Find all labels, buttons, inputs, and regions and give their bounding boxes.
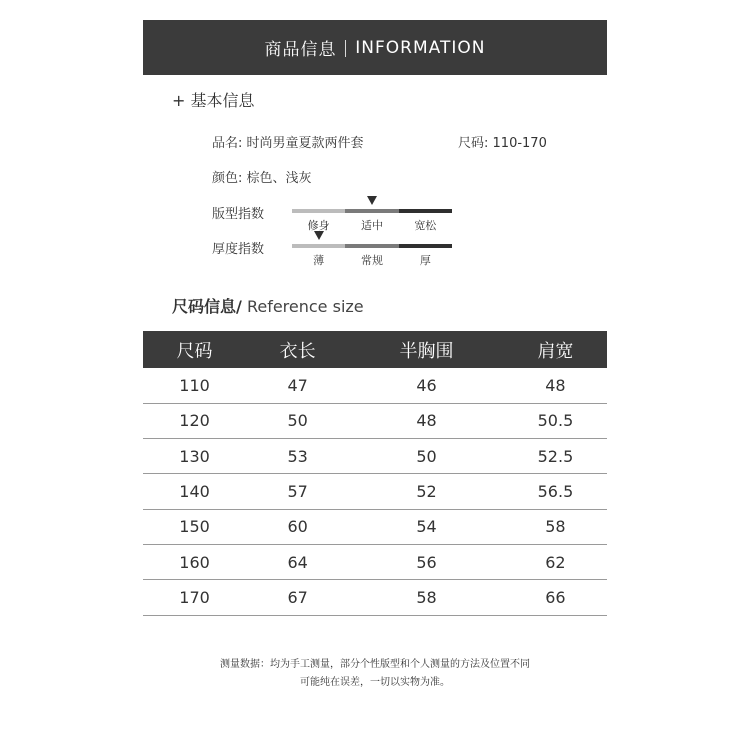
thickness-segment-3 xyxy=(399,244,452,248)
product-name-label: 品名: xyxy=(212,136,243,151)
thickness-index-label: 厚度指数 xyxy=(212,242,265,257)
table-cell: 140 xyxy=(143,474,246,509)
column-header: 肩宽 xyxy=(504,331,607,368)
table-cell: 58 xyxy=(349,580,504,615)
size-range-value: 110-170 xyxy=(492,136,547,151)
table-cell: 58 xyxy=(504,509,607,544)
basic-info-heading: + 基本信息 xyxy=(172,91,255,110)
table-cell: 50.5 xyxy=(504,403,607,438)
fit-segment-3 xyxy=(399,209,452,213)
banner-title-en: INFORMATION xyxy=(355,37,486,58)
size-table-header xyxy=(143,331,607,368)
table-cell: 64 xyxy=(246,544,349,579)
size-info-title-en: Reference size xyxy=(241,297,364,316)
table-row xyxy=(143,403,607,438)
table-row xyxy=(143,544,607,579)
table-cell: 53 xyxy=(246,439,349,474)
table-row xyxy=(143,368,607,403)
banner-separator: | xyxy=(342,37,350,58)
fit-level-label: 宽松 xyxy=(414,219,437,232)
table-cell: 62 xyxy=(504,544,607,579)
thickness-segment-2 xyxy=(345,244,398,248)
table-cell: 57 xyxy=(246,474,349,509)
info-banner xyxy=(143,20,607,75)
table-cell: 60 xyxy=(246,509,349,544)
thickness-level-label: 厚 xyxy=(419,254,431,267)
table-row xyxy=(143,474,607,509)
table-cell: 150 xyxy=(143,509,246,544)
thickness-level-label: 常规 xyxy=(360,254,383,267)
table-cell: 54 xyxy=(349,509,504,544)
product-name-line xyxy=(212,132,364,151)
table-cell: 160 xyxy=(143,544,246,579)
thickness-index-scale xyxy=(292,244,452,268)
fit-segment-2 xyxy=(345,209,398,213)
table-cell: 56 xyxy=(349,544,504,579)
fit-level-label: 适中 xyxy=(360,219,383,232)
fit-level-label: 修身 xyxy=(307,219,330,232)
table-cell: 48 xyxy=(504,368,607,403)
column-header: 半胸围 xyxy=(349,331,504,368)
size-range-line xyxy=(458,132,547,151)
size-info-title xyxy=(172,294,364,317)
color-line xyxy=(212,167,312,186)
table-cell: 67 xyxy=(246,580,349,615)
size-info-title-zh: 尺码信息/ xyxy=(172,297,242,316)
table-cell: 120 xyxy=(143,403,246,438)
table-cell: 47 xyxy=(246,368,349,403)
banner-title-zh: 商品信息 xyxy=(264,40,337,60)
measurement-note-line: 可能纯在误差，一切以实物为准。 xyxy=(300,677,450,688)
table-cell: 48 xyxy=(349,403,504,438)
color-value: 棕色、浅灰 xyxy=(246,171,312,186)
fit-scale-bar xyxy=(292,209,452,213)
thickness-level-label: 薄 xyxy=(313,254,325,267)
table-cell: 110 xyxy=(143,368,246,403)
measurement-note-line: 测量数据：均为手工测量，部分个性版型和个人测量的方法及位置不同 xyxy=(220,659,530,670)
table-cell: 130 xyxy=(143,439,246,474)
table-cell: 46 xyxy=(349,368,504,403)
fit-segment-1 xyxy=(292,209,345,213)
thickness-marker-icon xyxy=(314,231,324,240)
product-name-value: 时尚男童夏款两件套 xyxy=(246,136,364,151)
column-header: 尺码 xyxy=(143,331,246,368)
fit-index-label: 版型指数 xyxy=(212,207,265,222)
thickness-segment-1 xyxy=(292,244,345,248)
fit-index-scale xyxy=(292,209,452,233)
table-cell: 50 xyxy=(349,439,504,474)
size-range-label: 尺码: xyxy=(458,136,489,151)
size-table xyxy=(143,331,607,616)
fit-marker-icon xyxy=(367,196,377,205)
table-cell: 50 xyxy=(246,403,349,438)
table-cell: 170 xyxy=(143,580,246,615)
table-cell: 66 xyxy=(504,580,607,615)
table-cell: 52 xyxy=(349,474,504,509)
table-cell: 56.5 xyxy=(504,474,607,509)
table-cell: 52.5 xyxy=(504,439,607,474)
column-header: 衣长 xyxy=(246,331,349,368)
measurement-note xyxy=(143,656,607,692)
color-label: 颜色: xyxy=(212,171,243,186)
thickness-scale-bar xyxy=(292,244,452,248)
table-row xyxy=(143,439,607,474)
table-row xyxy=(143,509,607,544)
table-row xyxy=(143,580,607,615)
